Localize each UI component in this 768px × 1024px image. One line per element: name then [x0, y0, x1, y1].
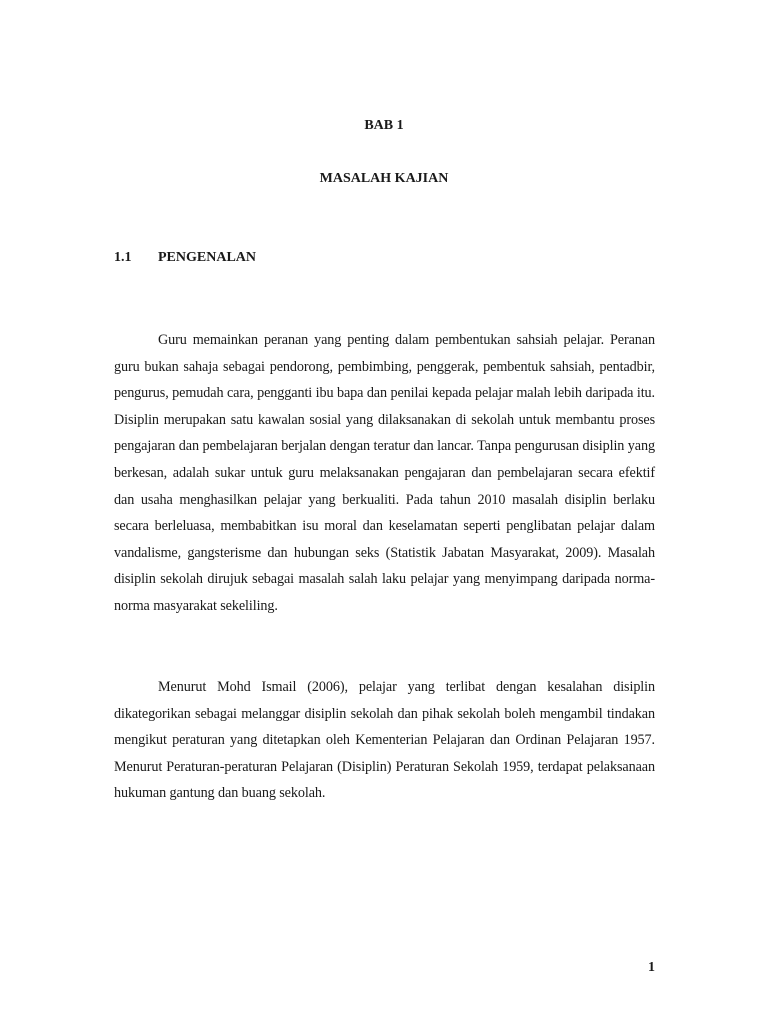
section-number: 1.1 [114, 250, 132, 265]
chapter-label: BAB 1 [364, 118, 404, 133]
body-paragraph-1: Guru memainkan peranan yang penting dalam pembentukan sahsiah pelajar. Peranan guru bukan sahaja sebagai pendorong, pembimbing, penggerak, pembentuk sahsiah, pentadbir, pengurus, pemudah cara, pengganti ibu bapa dan penilai kepada pelajar malah lebih daripada itu. Disiplin merupakan satu kawalan sosial yang dilaksanakan di sekolah untuk membantu proses pengajaran dan pembelajaran berjalan dengan teratur dan lancar. Tanpa pengurusan disiplin yang berkesan, adalah sukar untuk guru melaksanakan pengajaran dan pembelajaran secara efektif dan usaha menghasilkan pelajar yang berkualiti. Pada tahun 2010 masalah disiplin berlaku secara berleluasa, membabitkan isu moral dan keselamatan seperti penglibatan pelajar dalam vandalisme, gangsterisme dan hubungan seks (Statistik Jabatan Masyarakat, 2009). Masalah disiplin sekolah dirujuk sebagai masalah salah laku pelajar yang menyimpang daripada norma-norma masyarakat sekeliling. [114, 332, 655, 614]
section-heading [114, 250, 256, 266]
chapter-title: MASALAH KAJIAN [319, 171, 449, 186]
body-paragraph-2: Menurut Mohd Ismail (2006), pelajar yang terlibat dengan kesalahan disiplin dikategorikan sebagai melanggar disiplin sekolah dan pihak sekolah boleh mengambil tindakan mengikut peraturan yang ditetapkan oleh Kementerian Pelajaran dan Ordinan Pelajaran 1957. Menurut Peraturan-peraturan Pelajaran (Disiplin) Peraturan Sekolah 1959, terdapat pelaksanaan hukuman gantung dan buang sekolah. [114, 679, 655, 802]
section-title: PENGENALAN [158, 250, 257, 265]
page-number: 1 [648, 960, 655, 975]
